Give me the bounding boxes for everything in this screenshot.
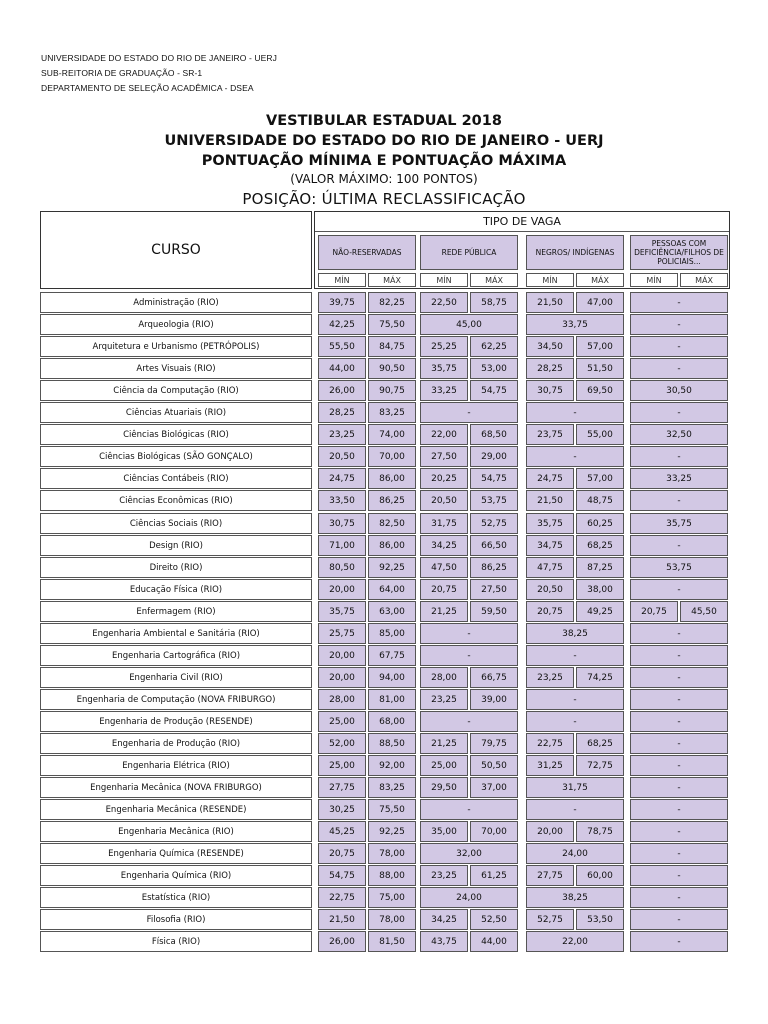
score-min: 23,25 (420, 865, 468, 886)
score-merged: - (526, 446, 624, 467)
score-merged: - (420, 402, 518, 423)
tipo-vaga-label: TIPO DE VAGA (483, 215, 561, 228)
score-min: 34,25 (420, 535, 468, 556)
score-merged: - (526, 645, 624, 666)
score-min: 21,50 (318, 909, 366, 930)
score-merged: - (630, 623, 728, 644)
score-min: 34,75 (526, 535, 574, 556)
score-merged: 30,50 (630, 380, 728, 401)
title-scores: PONTUAÇÃO MÍNIMA E PONTUAÇÃO MÁXIMA (201, 153, 567, 169)
score-max: 82,50 (368, 513, 416, 534)
score-max: 84,75 (368, 336, 416, 357)
score-merged: - (630, 909, 728, 930)
score-merged: 24,00 (420, 887, 518, 908)
score-max: 68,00 (368, 711, 416, 732)
score-min: 54,75 (318, 865, 366, 886)
score-min: 30,25 (318, 799, 366, 820)
course-name: Engenharia Mecânica (RESENDE) (40, 799, 312, 820)
score-min: 28,25 (526, 358, 574, 379)
score-max: 78,00 (368, 909, 416, 930)
score-max: 94,00 (368, 667, 416, 688)
score-min: 20,00 (318, 667, 366, 688)
max-header: MÁX (470, 273, 518, 287)
score-min: 21,25 (420, 733, 468, 754)
score-merged: - (630, 689, 728, 710)
score-min: 25,75 (318, 623, 366, 644)
score-min: 27,50 (420, 446, 468, 467)
course-name: Ciências Atuariais (RIO) (40, 402, 312, 423)
score-max: 82,25 (368, 292, 416, 313)
score-max: 74,00 (368, 424, 416, 445)
max-header: MÁX (680, 273, 728, 287)
score-min: 55,50 (318, 336, 366, 357)
score-max: 81,00 (368, 689, 416, 710)
score-min: 23,25 (318, 424, 366, 445)
score-min: 22,00 (420, 424, 468, 445)
score-max: 90,75 (368, 380, 416, 401)
score-min: 52,00 (318, 733, 366, 754)
score-max: 67,75 (368, 645, 416, 666)
score-min: 35,75 (318, 601, 366, 622)
score-merged: - (630, 490, 728, 511)
score-merged: 22,00 (526, 931, 624, 952)
course-name: Engenharia Mecânica (RIO) (40, 821, 312, 842)
score-min: 20,00 (318, 579, 366, 600)
course-name: Enfermagem (RIO) (40, 601, 312, 622)
score-max: 37,00 (470, 777, 518, 798)
score-min: 80,50 (318, 557, 366, 578)
score-min: 35,00 (420, 821, 468, 842)
course-name: Ciências Contábeis (RIO) (40, 468, 312, 489)
score-max: 48,75 (576, 490, 624, 511)
course-name: Filosofia (RIO) (40, 909, 312, 930)
course-name: Engenharia Civil (RIO) (40, 667, 312, 688)
score-merged: 31,75 (526, 777, 624, 798)
score-min: 35,75 (420, 358, 468, 379)
score-merged: 45,00 (420, 314, 518, 335)
course-name: Ciência da Computação (RIO) (40, 380, 312, 401)
score-max: 68,50 (470, 424, 518, 445)
score-max: 60,00 (576, 865, 624, 886)
group-header-3: NEGROS/ INDÍGENAS (526, 235, 624, 270)
score-min: 25,00 (318, 711, 366, 732)
score-max: 66,75 (470, 667, 518, 688)
score-max: 92,25 (368, 821, 416, 842)
title-position: POSIÇÃO: ÚLTIMA RECLASSIFICAÇÃO (242, 190, 526, 208)
score-min: 20,50 (420, 490, 468, 511)
score-merged: 53,75 (630, 557, 728, 578)
score-merged: - (526, 689, 624, 710)
score-min: 34,50 (526, 336, 574, 357)
score-max: 75,50 (368, 314, 416, 335)
course-name: Arqueologia (RIO) (40, 314, 312, 335)
score-merged: - (420, 645, 518, 666)
score-merged: - (420, 799, 518, 820)
score-max: 51,50 (576, 358, 624, 379)
score-merged: 33,25 (630, 468, 728, 489)
score-max: 54,75 (470, 380, 518, 401)
score-max: 86,00 (368, 468, 416, 489)
curso-label: CURSO (151, 242, 201, 258)
score-max: 83,25 (368, 777, 416, 798)
score-merged: - (630, 887, 728, 908)
course-name: Design (RIO) (40, 535, 312, 556)
score-max: 81,50 (368, 931, 416, 952)
score-merged: - (630, 777, 728, 798)
score-max: 72,75 (576, 755, 624, 776)
score-min: 39,75 (318, 292, 366, 313)
score-min: 27,75 (526, 865, 574, 886)
score-merged: 35,75 (630, 513, 728, 534)
score-merged: 24,00 (526, 843, 624, 864)
score-max: 86,25 (470, 557, 518, 578)
score-min: 43,75 (420, 931, 468, 952)
score-max: 62,25 (470, 336, 518, 357)
score-min: 21,25 (420, 601, 468, 622)
score-min: 71,00 (318, 535, 366, 556)
score-min: 47,50 (420, 557, 468, 578)
group-header-4: PESSOAS COM DEFICIÊNCIA/FILHOS DE POLICIAIS... (630, 235, 728, 270)
course-name: Ciências Biológicas (RIO) (40, 424, 312, 445)
score-max: 57,00 (576, 468, 624, 489)
header-line-2: SUB-REITORIA DE GRADUAÇÃO - SR-1 (41, 68, 203, 78)
course-name: Arquitetura e Urbanismo (PETRÓPOLIS) (40, 336, 312, 357)
score-merged: - (630, 645, 728, 666)
score-merged: - (630, 292, 728, 313)
score-min: 28,25 (318, 402, 366, 423)
score-merged: - (630, 711, 728, 732)
course-name: Ciências Sociais (RIO) (40, 513, 312, 534)
score-merged: - (630, 931, 728, 952)
score-max: 49,25 (576, 601, 624, 622)
score-min: 21,50 (526, 490, 574, 511)
header-divider (315, 231, 729, 232)
score-min: 45,25 (318, 821, 366, 842)
course-name: Engenharia Mecânica (NOVA FRIBURGO) (40, 777, 312, 798)
score-min: 23,75 (526, 424, 574, 445)
score-max: 29,00 (470, 446, 518, 467)
course-name: Artes Visuais (RIO) (40, 358, 312, 379)
course-name: Engenharia Química (RIO) (40, 865, 312, 886)
course-name: Engenharia de Produção (RESENDE) (40, 711, 312, 732)
course-name: Engenharia Ambiental e Sanitária (RIO) (40, 623, 312, 644)
score-min: 22,75 (318, 887, 366, 908)
score-max: 83,25 (368, 402, 416, 423)
score-max: 75,50 (368, 799, 416, 820)
score-max: 53,50 (576, 909, 624, 930)
score-min: 47,75 (526, 557, 574, 578)
score-max: 69,50 (576, 380, 624, 401)
score-max: 78,75 (576, 821, 624, 842)
score-max: 92,25 (368, 557, 416, 578)
score-merged: - (526, 402, 624, 423)
score-max: 58,75 (470, 292, 518, 313)
score-merged: - (630, 843, 728, 864)
score-min: 24,75 (318, 468, 366, 489)
score-max: 70,00 (470, 821, 518, 842)
score-max: 68,25 (576, 733, 624, 754)
course-name: Engenharia de Produção (RIO) (40, 733, 312, 754)
course-name: Ciências Biológicas (SÃO GONÇALO) (40, 446, 312, 467)
score-max: 79,75 (470, 733, 518, 754)
score-merged: 32,00 (420, 843, 518, 864)
score-min: 34,25 (420, 909, 468, 930)
score-min: 25,00 (420, 755, 468, 776)
score-max: 53,00 (470, 358, 518, 379)
score-max: 75,00 (368, 887, 416, 908)
score-max: 57,00 (576, 336, 624, 357)
score-merged: - (526, 799, 624, 820)
score-min: 20,75 (318, 843, 366, 864)
course-name: Direito (RIO) (40, 557, 312, 578)
score-max: 90,50 (368, 358, 416, 379)
score-merged: 38,25 (526, 887, 624, 908)
score-max: 66,50 (470, 535, 518, 556)
score-min: 20,00 (318, 645, 366, 666)
score-min: 25,00 (318, 755, 366, 776)
score-merged: - (630, 799, 728, 820)
score-min: 27,75 (318, 777, 366, 798)
course-name: Administração (RIO) (40, 292, 312, 313)
curso-header-box (40, 211, 312, 289)
score-max: 45,50 (680, 601, 728, 622)
score-max: 88,00 (368, 865, 416, 886)
score-min: 28,00 (318, 689, 366, 710)
score-max: 27,50 (470, 579, 518, 600)
course-name: Educação Física (RIO) (40, 579, 312, 600)
score-min: 30,75 (526, 380, 574, 401)
score-merged: - (420, 711, 518, 732)
score-min: 52,75 (526, 909, 574, 930)
score-merged: - (630, 535, 728, 556)
score-merged: - (630, 579, 728, 600)
min-header: MÍN (420, 273, 468, 287)
score-max: 39,00 (470, 689, 518, 710)
score-min: 29,50 (420, 777, 468, 798)
score-min: 20,75 (630, 601, 678, 622)
score-min: 23,25 (420, 689, 468, 710)
course-name: Engenharia Cartográfica (RIO) (40, 645, 312, 666)
score-max: 87,25 (576, 557, 624, 578)
score-min: 20,50 (526, 579, 574, 600)
score-merged: 38,25 (526, 623, 624, 644)
course-name: Ciências Econômicas (RIO) (40, 490, 312, 511)
score-min: 20,75 (526, 601, 574, 622)
score-max: 50,50 (470, 755, 518, 776)
score-min: 26,00 (318, 380, 366, 401)
score-merged: - (420, 623, 518, 644)
score-min: 24,75 (526, 468, 574, 489)
score-min: 22,75 (526, 733, 574, 754)
score-min: 20,75 (420, 579, 468, 600)
score-max: 38,00 (576, 579, 624, 600)
course-name: Estatística (RIO) (40, 887, 312, 908)
score-merged: - (630, 402, 728, 423)
score-min: 44,00 (318, 358, 366, 379)
score-min: 35,75 (526, 513, 574, 534)
score-merged: - (630, 865, 728, 886)
course-name: Engenharia Elétrica (RIO) (40, 755, 312, 776)
score-min: 21,50 (526, 292, 574, 313)
score-merged: 33,75 (526, 314, 624, 335)
course-name: Engenharia de Computação (NOVA FRIBURGO) (40, 689, 312, 710)
score-max: 78,00 (368, 843, 416, 864)
score-min: 23,25 (526, 667, 574, 688)
title-exam: VESTIBULAR ESTADUAL 2018 (266, 113, 502, 129)
score-max: 92,00 (368, 755, 416, 776)
score-merged: 32,50 (630, 424, 728, 445)
score-min: 20,00 (526, 821, 574, 842)
score-max: 70,00 (368, 446, 416, 467)
score-max: 52,50 (470, 909, 518, 930)
group-header-2: REDE PÚBLICA (420, 235, 518, 270)
score-merged: - (526, 711, 624, 732)
min-header: MÍN (318, 273, 366, 287)
score-merged: - (630, 667, 728, 688)
score-min: 33,50 (318, 490, 366, 511)
title-university: UNIVERSIDADE DO ESTADO DO RIO DE JANEIRO - UERJ (164, 133, 604, 149)
score-min: 30,75 (318, 513, 366, 534)
score-merged: - (630, 733, 728, 754)
max-header: MÁX (576, 273, 624, 287)
score-max: 44,00 (470, 931, 518, 952)
score-max: 63,00 (368, 601, 416, 622)
score-max: 68,25 (576, 535, 624, 556)
score-max: 52,75 (470, 513, 518, 534)
course-name: Engenharia Química (RESENDE) (40, 843, 312, 864)
score-min: 26,00 (318, 931, 366, 952)
score-max: 64,00 (368, 579, 416, 600)
score-min: 22,50 (420, 292, 468, 313)
score-min: 42,25 (318, 314, 366, 335)
score-merged: - (630, 336, 728, 357)
score-min: 31,25 (526, 755, 574, 776)
score-max: 86,00 (368, 535, 416, 556)
score-max: 60,25 (576, 513, 624, 534)
score-merged: - (630, 314, 728, 335)
score-max: 55,00 (576, 424, 624, 445)
header-line-1: UNIVERSIDADE DO ESTADO DO RIO DE JANEIRO - UERJ (41, 53, 277, 63)
min-header: MÍN (526, 273, 574, 287)
score-min: 33,25 (420, 380, 468, 401)
score-merged: - (630, 358, 728, 379)
score-max: 53,75 (470, 490, 518, 511)
score-max: 86,25 (368, 490, 416, 511)
score-merged: - (630, 821, 728, 842)
min-header: MÍN (630, 273, 678, 287)
header-line-3: DEPARTAMENTO DE SELEÇÃO ACADÊMICA - DSEA (41, 83, 254, 93)
score-max: 59,50 (470, 601, 518, 622)
group-header-1: NÃO-RESERVADAS (318, 235, 416, 270)
score-max: 54,75 (470, 468, 518, 489)
score-min: 20,25 (420, 468, 468, 489)
score-min: 28,00 (420, 667, 468, 688)
score-max: 88,50 (368, 733, 416, 754)
score-max: 74,25 (576, 667, 624, 688)
score-min: 20,50 (318, 446, 366, 467)
score-max: 85,00 (368, 623, 416, 644)
score-max: 61,25 (470, 865, 518, 886)
course-name: Física (RIO) (40, 931, 312, 952)
score-min: 31,75 (420, 513, 468, 534)
score-min: 25,25 (420, 336, 468, 357)
score-merged: - (630, 446, 728, 467)
max-header: MÁX (368, 273, 416, 287)
title-max-value: (VALOR MÁXIMO: 100 PONTOS) (290, 172, 478, 186)
score-merged: - (630, 755, 728, 776)
score-max: 47,00 (576, 292, 624, 313)
